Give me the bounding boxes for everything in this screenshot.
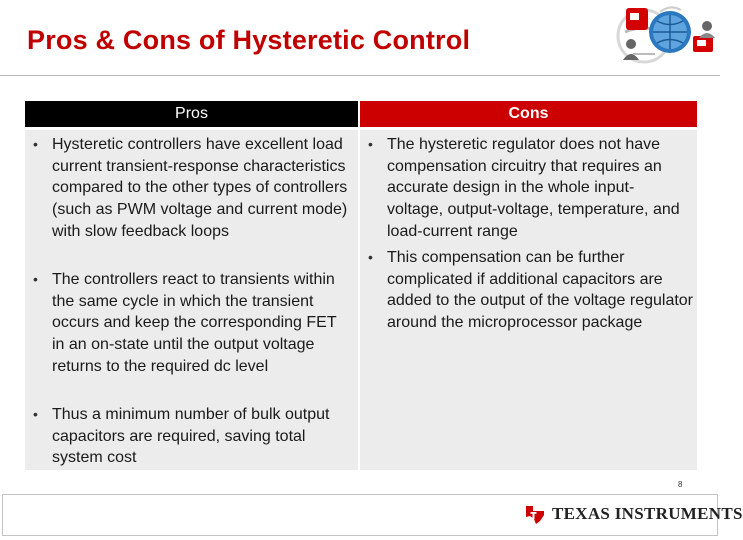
page-number: 8 [678, 480, 683, 489]
pros-item: • Hysteretic controllers have excellent load current transient-response characteristics compared to the other types of controllers (such as PWM voltage and current mode) with slow feedback loops [25, 134, 358, 243]
pros-item: • Thus a minimum number of bulk output capacitors are required, saving total system cost [25, 404, 358, 469]
pros-header [25, 101, 358, 127]
slide-title: Pros & Cons of Hysteretic Control [27, 25, 471, 55]
cons-item: • The hysteretic regulator does not have compensation circuitry that requires an accurate design in the whole input-voltage, output-voltage, temperature, and load-current range [360, 134, 690, 243]
cons-header [360, 101, 697, 127]
cons-column [360, 130, 697, 470]
title-divider [0, 75, 720, 76]
ti-brand-text: TEXAS INSTRUMENTS [552, 504, 743, 523]
pros-column [25, 130, 358, 470]
cons-heading: Cons [508, 105, 549, 122]
texas-state-icon [524, 503, 546, 525]
pros-item: • The controllers react to transients within the same cycle in which the transient occurs and keep the corresponding FET in an on-state until the output voltage returns to the required dc level [25, 269, 345, 378]
texas-instruments-logo [524, 503, 743, 525]
pros-heading: Pros [175, 105, 208, 122]
connected-people-globe-icon [615, 2, 719, 64]
cons-item: • This compensation can be further complicated if additional capacitors are added to the output of the voltage regulator around the microprocessor package [360, 247, 697, 334]
